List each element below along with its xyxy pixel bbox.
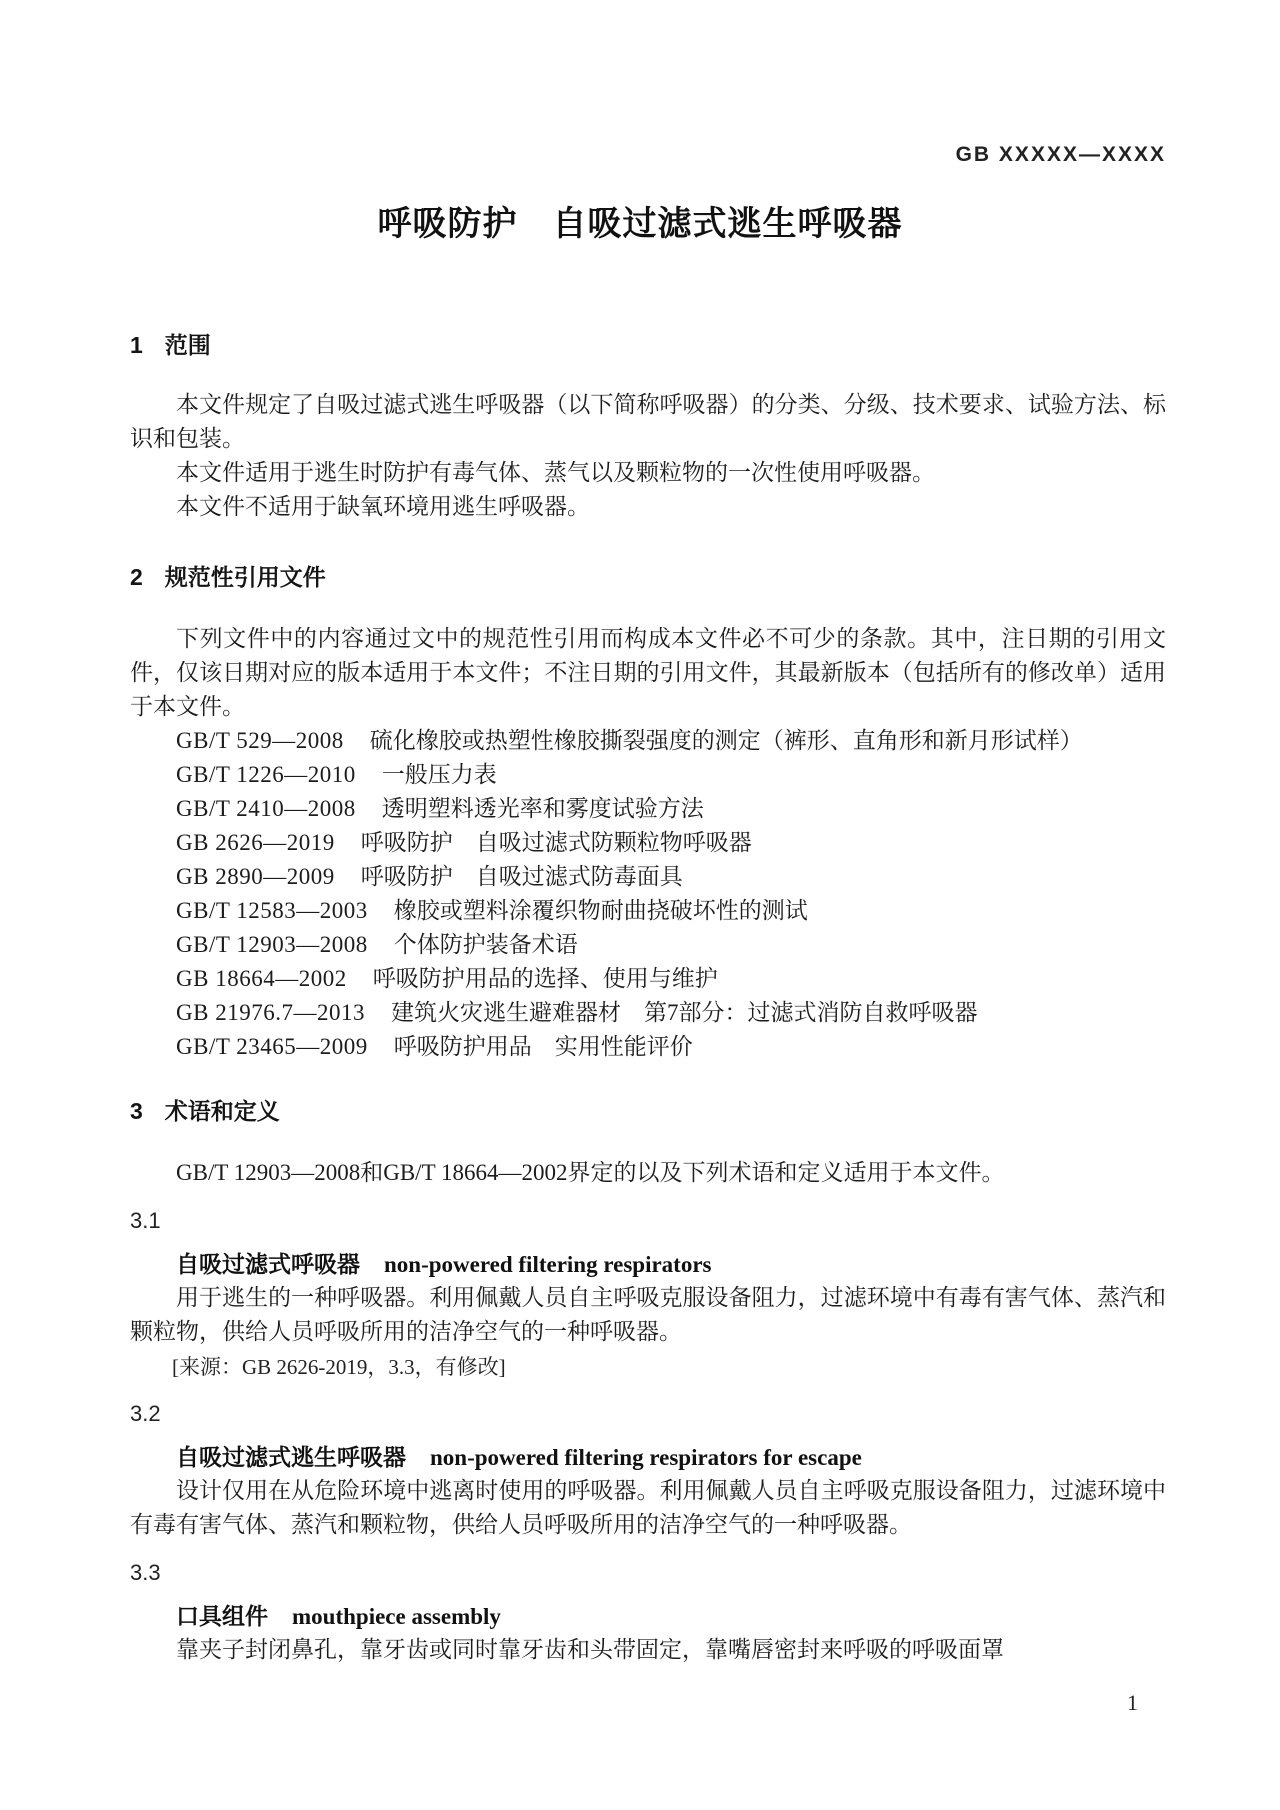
reference-code: GB 2890—2009 bbox=[176, 864, 335, 889]
term-chinese: 自吸过滤式逃生呼吸器 bbox=[176, 1444, 406, 1470]
reference-title: 一般压力表 bbox=[381, 762, 497, 787]
reference-item bbox=[130, 962, 1166, 996]
term-english: mouthpiece assembly bbox=[292, 1604, 501, 1629]
term-chinese: 自吸过滤式呼吸器 bbox=[176, 1251, 360, 1277]
clause-number: 3.1 bbox=[130, 1208, 161, 1233]
section-1-title: 范围 bbox=[164, 332, 211, 358]
reference-title: 呼吸防护 自吸过滤式防颗粒物呼吸器 bbox=[360, 830, 752, 855]
reference-item bbox=[130, 826, 1166, 860]
reference-code: GB 2626—2019 bbox=[176, 830, 335, 855]
document-title: 呼吸防护 自吸过滤式逃生呼吸器 bbox=[377, 205, 903, 243]
reference-item bbox=[130, 792, 1166, 826]
reference-code: GB/T 12583—2003 bbox=[176, 898, 368, 923]
reference-item bbox=[130, 928, 1166, 962]
scope-paragraph-2: 本文件适用于逃生时防护有毒气体、蒸气以及颗粒物的一次性使用呼吸器。 bbox=[176, 460, 935, 485]
reference-item bbox=[130, 894, 1166, 928]
term-block-3-3 bbox=[130, 1558, 1166, 1667]
reference-code: GB 18664—2002 bbox=[176, 966, 347, 991]
term-english: non-powered filtering respirators for escape bbox=[430, 1445, 862, 1470]
term-english: non-powered filtering respirators bbox=[384, 1252, 712, 1277]
term-block-3-1 bbox=[130, 1206, 1166, 1383]
term-block-3-2 bbox=[130, 1399, 1166, 1542]
section-3-title: 术语和定义 bbox=[164, 1098, 280, 1124]
reference-title: 建筑火灾逃生避难器材 第7部分：过滤式消防自救呼吸器 bbox=[390, 1000, 978, 1025]
reference-title: 呼吸防护 自吸过滤式防毒面具 bbox=[360, 864, 683, 889]
reference-code: GB/T 23465—2009 bbox=[176, 1034, 368, 1059]
reference-code: GB/T 529—2008 bbox=[176, 728, 344, 753]
reference-title: 透明塑料透光率和雾度试验方法 bbox=[381, 796, 704, 821]
scope-paragraph-3: 本文件不适用于缺氧环境用逃生呼吸器。 bbox=[176, 494, 590, 519]
term-source-note: [来源：GB 2626-2019，3.3，有修改] bbox=[172, 1355, 506, 1379]
standard-code: GB XXXXX—XXXX bbox=[955, 143, 1166, 166]
references-intro: 下列文件中的内容通过文中的规范性引用而构成本文件必不可少的条款。其中，注日期的引用文件，仅该日期对应的版本适用于本文件；不注日期的引用文件，其最新版本（包括所有的修改单）适用于本文件。 bbox=[130, 626, 1166, 719]
section-2-heading bbox=[130, 562, 1166, 592]
reference-title: 呼吸防护用品的选择、使用与维护 bbox=[372, 966, 718, 991]
reference-title: 呼吸防护用品 实用性能评价 bbox=[393, 1034, 693, 1059]
reference-code: GB 21976.7—2013 bbox=[176, 1000, 365, 1025]
section-2-number: 2 bbox=[130, 564, 143, 590]
reference-item bbox=[130, 860, 1166, 894]
section-3-number: 3 bbox=[130, 1098, 143, 1124]
terms-intro: GB/T 12903—2008和GB/T 18664—2002界定的以及下列术语和定义适用于本文件。 bbox=[176, 1160, 1005, 1185]
reference-title: 个体防护装备术语 bbox=[393, 932, 578, 957]
section-1-heading bbox=[130, 330, 1166, 360]
reference-item bbox=[130, 758, 1166, 792]
section-3-heading bbox=[130, 1096, 1166, 1126]
term-definition: 靠夹子封闭鼻孔，靠牙齿或同时靠牙齿和头带固定，靠嘴唇密封来呼吸的呼吸面罩 bbox=[176, 1637, 1004, 1662]
normative-references-list bbox=[130, 724, 1166, 1064]
reference-code: GB/T 1226—2010 bbox=[176, 762, 356, 787]
reference-title: 橡胶或塑料涂覆织物耐曲挠破坏性的测试 bbox=[393, 898, 808, 923]
clause-number: 3.3 bbox=[130, 1560, 161, 1585]
clause-number: 3.2 bbox=[130, 1401, 161, 1426]
reference-title: 硫化橡胶或热塑性橡胶撕裂强度的测定（裤形、直角形和新月形试样） bbox=[369, 728, 1083, 753]
term-heading bbox=[130, 1441, 1166, 1474]
section-2-title: 规范性引用文件 bbox=[164, 564, 326, 590]
reference-code: GB/T 12903—2008 bbox=[176, 932, 368, 957]
term-heading bbox=[130, 1248, 1166, 1281]
scope-paragraph-1: 本文件规定了自吸过滤式逃生呼吸器（以下简称呼吸器）的分类、分级、技术要求、试验方法、标识和包装。 bbox=[130, 392, 1166, 451]
reference-item bbox=[130, 724, 1166, 758]
reference-code: GB/T 2410—2008 bbox=[176, 796, 356, 821]
page-number: 1 bbox=[1127, 1690, 1138, 1715]
reference-item bbox=[130, 1030, 1166, 1064]
term-definition: 设计仅用在从危险环境中逃离时使用的呼吸器。利用佩戴人员自主呼吸克服设备阻力，过滤环境中有毒有害气体、蒸汽和颗粒物，供给人员呼吸所用的洁净空气的一种呼吸器。 bbox=[130, 1478, 1166, 1537]
term-definition: 用于逃生的一种呼吸器。利用佩戴人员自主呼吸克服设备阻力，过滤环境中有毒有害气体、蒸汽和颗粒物，供给人员呼吸所用的洁净空气的一种呼吸器。 bbox=[130, 1285, 1166, 1344]
term-heading bbox=[130, 1600, 1166, 1633]
term-chinese: 口具组件 bbox=[176, 1603, 268, 1629]
reference-item bbox=[130, 996, 1166, 1030]
section-1-number: 1 bbox=[130, 332, 143, 358]
document-body bbox=[130, 330, 1166, 1667]
